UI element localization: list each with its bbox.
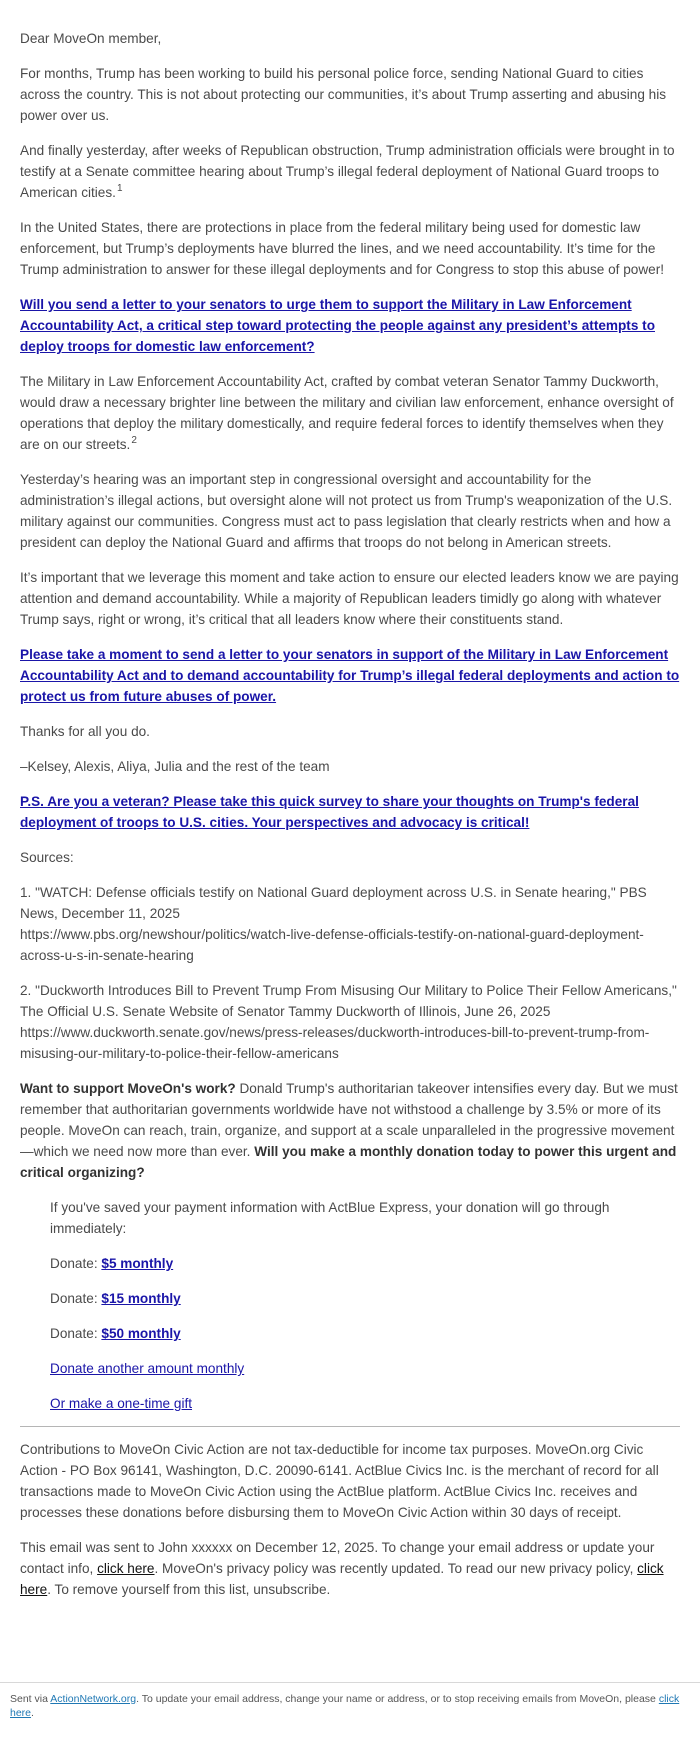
paragraph-hearing xyxy=(20,140,680,203)
support-lead: Want to support MoveOn's work? xyxy=(20,1081,236,1096)
signoff-line: –Kelsey, Alexis, Aliya, Julia and the rest of the team xyxy=(20,759,330,774)
paragraph-intro: For months, Trump has been working to build his personal police force, sending National Guard to cities across the country. This is not about protecting our communities, it’s about Trump asserting and abusing his power over us. xyxy=(20,66,667,123)
donate-option-5 xyxy=(50,1253,680,1274)
donation-intro: If you've saved your payment information with ActBlue Express, your donation will go through immediately: xyxy=(50,1200,610,1236)
sent-notice-part1: This email was sent to John xxxxxx on December 12, 2025. To change your email address or update your contact info, xyxy=(20,1540,655,1576)
donate-other-amount xyxy=(50,1358,680,1379)
support-ask: Will you make a monthly donation today to power this urgent and critical organizing? xyxy=(20,1144,677,1180)
donate-15-monthly-link[interactable]: $15 monthly xyxy=(101,1291,181,1306)
donate-other-amount-link[interactable]: Donate another amount monthly xyxy=(50,1361,245,1376)
footnote-ref-2: 2 xyxy=(131,435,137,446)
source-1-citation: 1. "WATCH: Defense officials testify on National Guard deployment across U.S. in Senate hearing," PBS News, December 11, 2025 xyxy=(20,885,647,921)
source-2 xyxy=(20,980,680,1064)
action-network-footer xyxy=(10,1692,694,1720)
cta-link-letter[interactable]: Please take a moment to send a letter to your senators in support of the Military in Law Enforcement Accountability Act and to demand accountability for Trump’s illegal federal deployments and action to protect us from future abuses of power. xyxy=(20,647,680,704)
donate-option-50 xyxy=(50,1323,680,1344)
donate-50-monthly-link[interactable]: $50 monthly xyxy=(101,1326,181,1341)
source-2-citation: 2. "Duckworth Introduces Bill to Prevent Trump From Misusing Our Military to Police Their Fellow Americans," The Official U.S. Senate Website of Senator Tammy Duckworth of Illinois, June 26, 2025 xyxy=(20,983,677,1019)
source-2-url: https://www.duckworth.senate.gov/news/press-releases/duckworth-introduces-bill-to-prevent-trump-from-misusing-our-military-to-police-their-fellow-americans xyxy=(20,1025,650,1061)
thanks-line: Thanks for all you do. xyxy=(20,724,150,739)
greeting: Dear MoveOn member, xyxy=(20,31,162,46)
action-network-link[interactable]: ActionNetwork.org xyxy=(50,1693,137,1705)
donate-5-monthly-link[interactable]: $5 monthly xyxy=(101,1256,174,1271)
paragraph-leverage: It’s important that we leverage this moment and take action to ensure our elected leaders know we are paying attention and demand accountability. While a majority of Republican leaders timidly go along with whatever Trump says, right or wrong, it’s critical that all leaders know where their constituents stand. xyxy=(20,570,679,627)
source-1 xyxy=(20,882,680,966)
support-body: Donald Trump's authoritarian takeover intensifies every day. But we must remember that authoritarian governments worldwide have not withstood a challenge by 3.5% or more of its people. MoveOn can reach, train, organize, and support at a scale unparalleled in the progressive movement—which we need now more than ever. xyxy=(20,1081,678,1159)
footer-divider xyxy=(0,1682,700,1683)
footnote-ref-1: 1 xyxy=(116,183,123,194)
donation-block xyxy=(50,1197,680,1414)
cta-link-senators[interactable]: Will you send a letter to your senators to urge them to support the Military in Law Enforcement Accountability Act, a critical step toward protecting the people against any president’s attempts to deploy troops for domestic law enforcement? xyxy=(20,297,655,354)
sources-label: Sources: xyxy=(20,850,74,865)
footer-rest: . To update your email address, change your name or address, or to stop receiving emails from MoveOn, please xyxy=(136,1693,659,1705)
support-paragraph xyxy=(20,1078,680,1183)
paragraph-hearing-text: And finally yesterday, after weeks of Republican obstruction, Trump administration officials were brought in to testify at a Senate committee hearing about Trump’s illegal federal deployment of National Guard troops to American cities. xyxy=(20,143,675,200)
email-body xyxy=(20,28,680,1614)
paragraph-act-text: The Military in Law Enforcement Accountability Act, crafted by combat veteran Senator Tammy Duckworth, would draw a necessary brighter line between the military and civilian law enforcement, enhance oversight of operations that deploy the military domestically, and require federal forces to identify themselves when they are on our streets. xyxy=(20,374,674,452)
update-contact-link[interactable]: click here xyxy=(97,1561,155,1576)
sent-notice-part2: . MoveOn's privacy policy was recently updated. To read our new privacy policy, xyxy=(154,1561,638,1576)
legal-disclaimer: Contributions to MoveOn Civic Action are not tax-deductible for income tax purposes. MoveOn.org Civic Action - PO Box 96141, Washington, D.C. 20090-6141. ActBlue Civics Inc. is the merchant of record for all transactions made to MoveOn Civic Action using the ActBlue platform. ActBlue Civics Inc. receives and processes these donations before disbursing them to MoveOn Civic Action within 30 days of receipt. xyxy=(20,1442,659,1520)
one-time-gift-link[interactable]: Or make a one-time gift xyxy=(50,1396,193,1411)
donate-option-15 xyxy=(50,1288,680,1309)
sent-notice-part3: . To remove yourself from this list, unsubscribe. xyxy=(47,1582,331,1597)
paragraph-protections: In the United States, there are protections in place from the federal military being used for domestic law enforcement, but Trump’s deployments have blurred the lines, and we need accountability. It’s time for the Trump administration to answer for these illegal deployments and for Congress to stop this abuse of power! xyxy=(20,220,665,277)
donate-prefix: Donate: xyxy=(50,1256,102,1271)
footer-click-here-link[interactable]: click here xyxy=(10,1693,680,1719)
source-1-url: https://www.pbs.org/newshour/politics/watch-live-defense-officials-testify-on-national-guard-deployment-across-u-s-in-senate-hearing xyxy=(20,927,644,963)
divider xyxy=(20,1426,680,1427)
email-sent-notice xyxy=(20,1537,680,1600)
donate-prefix: Donate: xyxy=(50,1326,102,1341)
donate-prefix: Donate: xyxy=(50,1291,102,1306)
donate-one-time xyxy=(50,1393,680,1414)
footer-end: . xyxy=(31,1707,34,1719)
paragraph-act xyxy=(20,371,680,455)
privacy-policy-link[interactable]: click here xyxy=(20,1561,664,1597)
ps-survey-link[interactable]: P.S. Are you a veteran? Please take this quick survey to share your thoughts on Trump's federal deployment of troops to U.S. cities. Your perspectives and advocacy is critical! xyxy=(20,794,639,830)
paragraph-oversight: Yesterday’s hearing was an important step in congressional oversight and accountability for the administration’s illegal actions, but oversight alone will not protect us from Trump's weaponization of the U.S. military against our communities. Congress must act to pass legislation that clearly restricts when and how a president can deploy the National Guard and affirms that troops do not belong in American streets. xyxy=(20,472,673,550)
footer-sent-via: Sent via xyxy=(10,1693,51,1705)
